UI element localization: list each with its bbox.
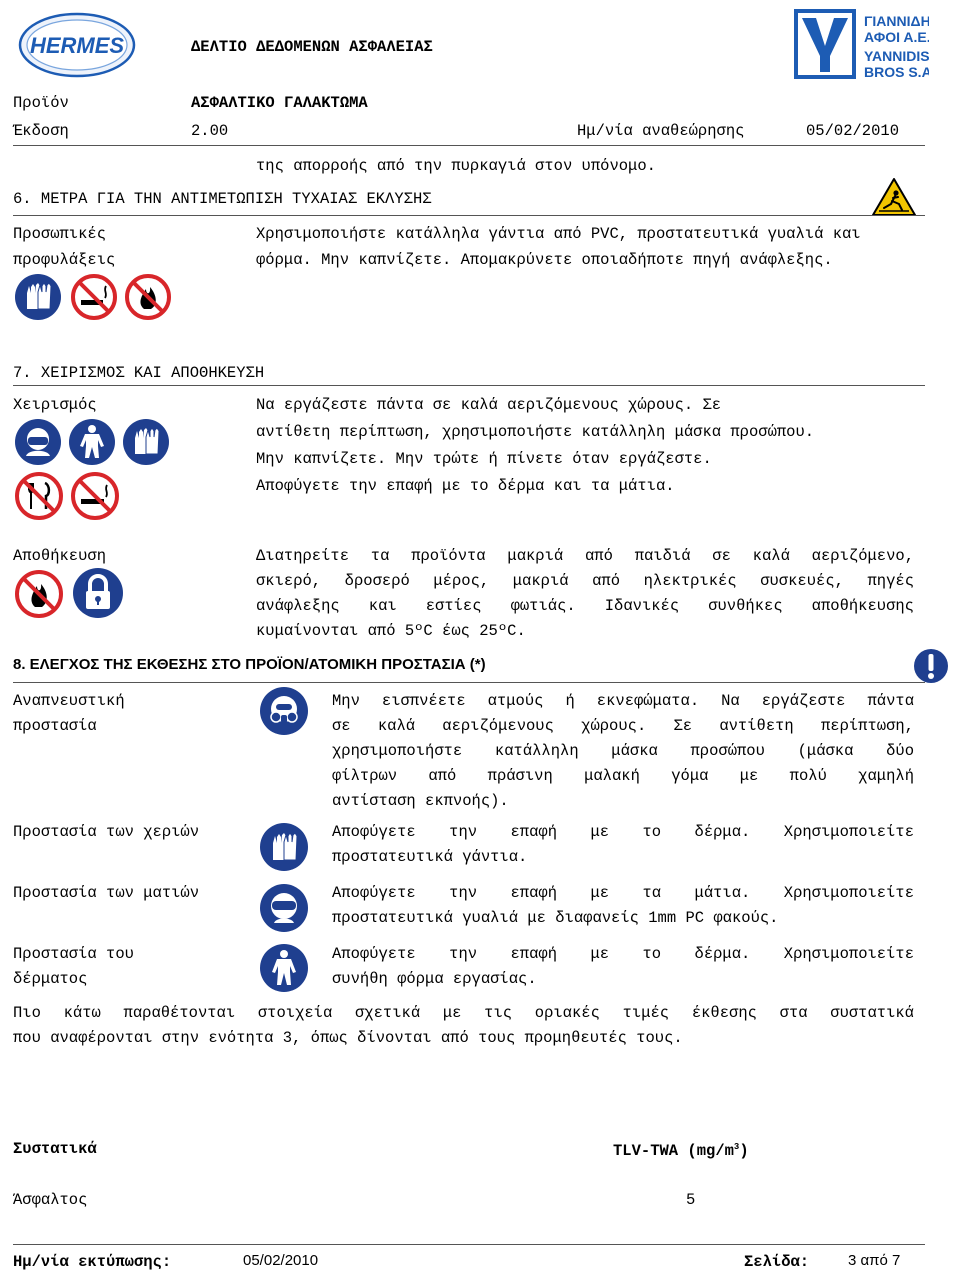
limits-intro-2: που αναφέρονται στην ενότητα 3, όπως δίνονται από τους προμηθευτές τους. (13, 1029, 683, 1047)
ingredient-name: Άσφαλτος (13, 1191, 88, 1209)
respiratory-label-2: προστασία (13, 717, 97, 735)
eyes-text-2: προστατευτικά γυαλιά με διαφανείς 1mm PC φακούς. (332, 909, 779, 927)
respiratory-text-1: Μην εισπνέετε ατμούς ή εκνεφώματα. Να εργάζεστε πάντα (332, 692, 914, 710)
tlv-header: TLV-TWA $(mg/m^3)$ (613, 1142, 749, 1161)
limits-intro-1: Πιο κάτω παραθέτονται στοιχεία σχετικά με τις οριακές τιμές έκθεσης στα συστατικά (13, 1004, 914, 1022)
no-smoking-icon (70, 273, 118, 321)
gloves-mandatory-icon (14, 273, 62, 321)
hands-text-2: προστατευτικά γάντια. (332, 848, 528, 866)
eyes-label: Προστασία των ματιών (13, 884, 200, 902)
locked-storage-icon (72, 567, 124, 619)
section-7-title: 7. ΧΕΙΡΙΣΜΟΣ ΚΑΙ ΑΠΟΘΗΚΕΥΣΗ (13, 364, 265, 382)
hands-label: Προστασία των χεριών (13, 823, 200, 841)
carryover-text: της απορροής από την πυρκαγιά στον υπόνομο. (256, 157, 656, 175)
handling-text-2: αντίθετη περίπτωση, χρησιμοποιήστε κατάλληλη μάσκα προσώπου. (256, 423, 815, 441)
yannidis-logo (794, 8, 929, 82)
footer-divider (13, 1244, 925, 1245)
respiratory-text-2: σε καλά αεριζόμενους χώρους. Σε αντίθετη περίπτωση, (332, 717, 914, 735)
respiratory-label-1: Αναπνευστική (13, 692, 125, 710)
doc-title: ΔΕΛΤΙΟ ΔΕΔΟΜΕΝΩΝ ΑΣΦΑΛΕΙΑΣ (191, 38, 433, 56)
svg-text:ΓΙΑΝΝΙΔΗ: ΓΙΑΝΝΙΔΗ (864, 13, 929, 29)
product-value: ΑΣΦΑΛΤΙΚΟ ΓΑΛΑΚΤΩΜΑ (191, 94, 368, 112)
coverall-mandatory-icon (259, 943, 309, 993)
skin-text-1: Αποφύγετε την επαφή με το δέρμα. Χρησιμοποιείτε (332, 945, 914, 963)
handling-text-1: Να εργάζεστε πάντα σε καλά αεριζόμενους χώρους. Σε (256, 396, 722, 414)
section-8-divider (13, 682, 925, 683)
section-6-title: 6. ΜΕΤΡΑ ΓΙΑ ΤΗΝ ΑΝΤΙΜΕΤΩΠΙΣΗ ΤΥΧΑΙΑΣ ΕΚΛΥΣΗΣ (13, 190, 432, 208)
skin-label-1: Προστασία του (13, 945, 134, 963)
hands-text-1: Αποφύγετε την επαφή με το δέρμα. Χρησιμοποιείτε (332, 823, 914, 841)
revision-label: Ημ/νία αναθεώρησης (577, 122, 745, 140)
handling-text-3: Μην καπνίζετε. Μην τρώτε ή πίνετε όταν εργάζεστε. (256, 450, 712, 468)
precautions-text-2: φόρμα. Μην καπνίζετε. Απομακρύνετε οποιαδήποτε πηγή ανάφλεξης. (256, 251, 833, 269)
svg-text:YANNIDIS: YANNIDIS (864, 48, 929, 64)
edition-label: Έκδοση (13, 122, 69, 140)
precautions-label-2: προφυλάξεις (13, 251, 116, 269)
edition-value: 2.00 (191, 122, 229, 140)
section-8-title: 8. ΕΛΕΓΧΟΣ ΤΗΣ ΕΚΘΕΣΗΣ ΣΤΟ ΠΡΟΪΟΝ/ΑΤΟΜΙΚΗ ΠΡΟΣΤΑΣΙΑ (*) (13, 656, 486, 673)
section-6-divider (13, 215, 925, 216)
respiratory-text-3: χρησιμοποιήστε κατάλληλη μάσκα προσώπου (μάσκα δύο (332, 742, 914, 760)
goggles-mandatory-icon (259, 883, 309, 933)
header-divider (13, 145, 925, 146)
respirator-mandatory-icon (259, 686, 309, 736)
svg-text:ΑΦΟΙ Α.Ε.: ΑΦΟΙ Α.Ε. (864, 29, 929, 45)
respiratory-text-5: αντίσταση εκπνοής). (332, 792, 509, 810)
page-label: Σελίδα: (744, 1253, 810, 1271)
storage-text-4: κυμαίνονται από 5ºC έως 25ºC. (256, 622, 526, 640)
slippery-warning-icon (871, 177, 917, 217)
skin-label-2: δέρματος (13, 970, 88, 988)
exclamation-mandatory-icon (913, 648, 949, 684)
precautions-text-1: Χρησιμοποιήστε κατάλληλα γάντια από PVC, προστατευτικά γυαλιά και (256, 225, 861, 243)
gloves-mandatory-icon (122, 418, 170, 466)
no-open-flame-icon (14, 569, 64, 619)
storage-text-2: σκιερό, δροσερό μέρος, μακριά από ηλεκτρικές συσκευές, πηγές (256, 572, 914, 590)
gloves-mandatory-icon (259, 822, 309, 872)
skin-text-2: συνήθη φόρμα εργασίας. (332, 970, 537, 988)
storage-label: Αποθήκευση (13, 547, 107, 565)
precautions-label-1: Προσωπικές (13, 225, 107, 243)
product-label: Προϊόν (13, 94, 69, 112)
svg-text:BROS S.A.: BROS S.A. (864, 64, 929, 80)
handling-text-4: Αποφύγετε την επαφή με το δέρμα και τα μάτια. (256, 477, 675, 495)
respiratory-text-4: φίλτρων από πράσινη μαλακή γόμα με πολύ χαμηλή (332, 767, 914, 785)
storage-text-3: ανάφλεξης και εστίες φωτιάς. Ιδανικές συνθήκες αποθήκευσης (256, 597, 914, 615)
no-open-flame-icon (124, 273, 172, 321)
face-mask-mandatory-icon (14, 418, 62, 466)
coverall-mandatory-icon (68, 418, 116, 466)
revision-value: 05/02/2010 (806, 122, 900, 140)
eyes-text-1: Αποφύγετε την επαφή με τα μάτια. Χρησιμοποιείτε (332, 884, 914, 902)
section-7-divider (13, 385, 925, 386)
no-eating-drinking-icon (14, 471, 64, 521)
ingredient-value: 5 (686, 1191, 696, 1209)
ingredients-header: Συστατικά (13, 1140, 97, 1158)
print-date-label: Ημ/νία εκτύπωσης: (13, 1253, 172, 1271)
page-number: 3 από 7 (848, 1252, 901, 1269)
no-smoking-icon (70, 471, 120, 521)
print-date-value: 05/02/2010 (243, 1252, 319, 1269)
svg-text:HERMES: HERMES (29, 33, 125, 58)
storage-text-1: Διατηρείτε τα προϊόντα μακριά από παιδιά σε καλά αεριζόμενο, (256, 547, 914, 565)
hermes-logo (18, 12, 136, 78)
handling-label: Χειρισμός (13, 396, 97, 414)
